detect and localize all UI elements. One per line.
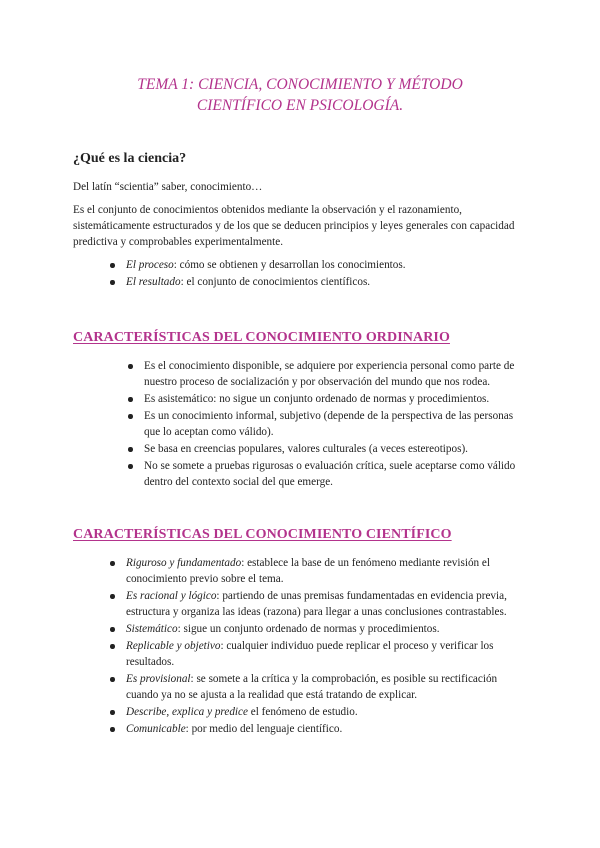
bullet-term: Es provisional	[126, 673, 191, 685]
bullet-term: Comunicable	[126, 723, 186, 735]
bullet-text: : por medio del lenguaje científico.	[185, 723, 343, 735]
section-heading-ordinario: CARACTERÍSTICAS DEL CONOCIMIENTO ORDINARIO	[73, 330, 450, 345]
list-item	[108, 721, 530, 737]
list-item	[108, 638, 530, 670]
cientifico-bullet-list	[108, 555, 530, 738]
title-line-1: TEMA 1: CIENCIA, CONOCIMIENTO Y MÉTODO	[137, 76, 463, 93]
bullet-term: Replicable y objetivo	[126, 640, 221, 652]
title-line-2: CIENTÍFICO EN PSICOLOGÍA.	[196, 97, 404, 114]
bullet-term: El proceso	[126, 259, 174, 271]
bullet-text: : cualquier individuo puede replicar el proceso y verificar los resultados.	[126, 640, 494, 668]
bullet-text: : se somete a la crítica y la comprobación, es posible su rectificación cuando ya no se ajusta a la realidad que está tratando de explicar.	[126, 673, 498, 701]
bullet-text: : sigue un conjunto ordenado de normas y procedimientos.	[177, 623, 440, 635]
etymology-paragraph: Del latín “scientia” saber, conocimiento…	[73, 181, 263, 193]
question-heading: ¿Qué es la ciencia?	[73, 151, 187, 166]
bullet-text: : establece la base de un fenómeno mediante revisión el conocimiento previo sobre el tema.	[126, 557, 491, 585]
bullet-text: el fenómeno de estudio.	[247, 706, 358, 718]
list-item: Es asistemático: no sigue un conjunto ordenado de normas y procedimientos.	[126, 391, 526, 407]
bullet-text: : el conjunto de conocimientos científicos.	[180, 276, 371, 288]
bullet-text: : partiendo de unas premisas fundamentadas en evidencia previa, estructura y organiza las ideas (razona) para llegar a unas conclusiones contrastables.	[126, 590, 507, 618]
list-item: Se basa en creencias populares, valores culturales (a veces estereotipos).	[126, 441, 526, 457]
intro-bullet-list	[108, 257, 528, 291]
list-item: Es el conocimiento disponible, se adquiere por experiencia personal como parte de nuestro proceso de socialización y por observación del mundo que nos rodea.	[126, 358, 526, 390]
definition-paragraph: Es el conjunto de conocimientos obtenidos mediante la observación y el razonamiento, sistemáticamente estructurados y de los que se deducen principios y leyes generales con capacidad predictiva y comprobables experimentalmente.	[73, 204, 515, 248]
list-item: No se somete a pruebas rigurosas o evaluación crítica, suele aceptarse como válido dentro del contexto social del que emerge.	[126, 458, 526, 490]
bullet-term: Riguroso y fundamentado	[126, 557, 242, 569]
list-item	[108, 704, 530, 720]
list-item	[108, 555, 530, 587]
ordinario-bullet-list	[126, 358, 526, 491]
list-item	[108, 588, 530, 620]
bullet-term: Es racional y lógico	[126, 590, 217, 602]
list-item	[108, 257, 528, 273]
bullet-text: : cómo se obtienen y desarrollan los conocimientos.	[173, 259, 406, 271]
bullet-term: Describe, explica y predice	[126, 706, 248, 718]
document-title	[100, 74, 500, 116]
bullet-term: El resultado	[126, 276, 181, 288]
list-item: Es un conocimiento informal, subjetivo (depende de la perspectiva de las personas que lo aceptan como válido).	[126, 408, 526, 440]
list-item	[108, 621, 530, 637]
section-heading-cientifico: CARACTERÍSTICAS DEL CONOCIMIENTO CIENTÍFICO	[73, 527, 452, 542]
list-item	[108, 274, 528, 290]
bullet-term: Sistemático	[126, 623, 178, 635]
list-item	[108, 671, 530, 703]
